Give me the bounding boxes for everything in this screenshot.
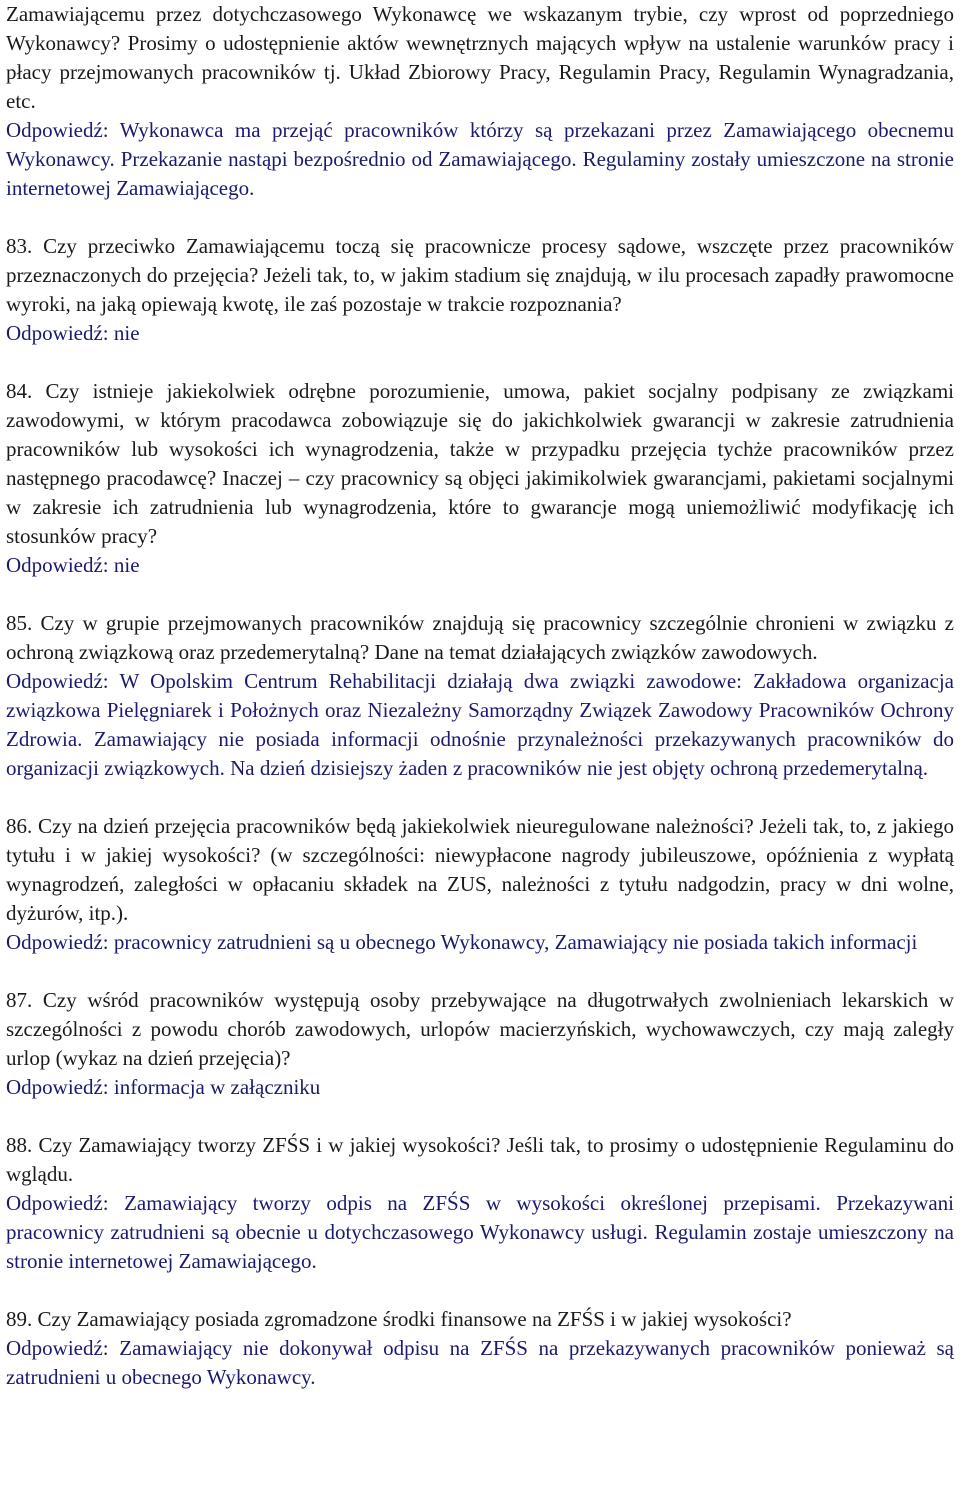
answer <box>6 319 954 348</box>
question-text <box>6 1131 954 1189</box>
question-body: Czy Zamawiający tworzy ZFŚS i w jakiej wysokości? Jeśli tak, to prosimy o udostępnienie Regulaminu do wglądu. <box>6 1133 955 1186</box>
question-text <box>6 812 954 928</box>
question-number: 83. <box>6 234 33 258</box>
answer-text: pracownicy zatrudnieni są u obecnego Wykonawcy, Zamawiający nie posiada takich informacji <box>113 930 918 954</box>
question-text <box>6 986 954 1073</box>
question-block-89 <box>6 1305 954 1392</box>
question-body: Czy przeciwko Zamawiającemu toczą się pracownicze procesy sądowe, wszczęte przez pracowników przeznaczonych do przejęcia? Jeżeli tak, to, w jakim stadium się znajdują, w ilu procesach zapadły prawomocne wyroki, na jaką opiewają kwotę, ile zaś pozostaje w trakcie rozpoznania? <box>6 234 954 316</box>
question-number: 85. <box>6 611 33 635</box>
question-number: 87. <box>6 988 33 1012</box>
question-body: Czy wśród pracowników występują osoby przebywające na długotrwałych zwolnieniach lekarskich w szczególności z powodu chorób zawodowych, urlopów macierzyńskich, wychowawczych, czy mają zaległy urlop (wykaz na dzień przejęcia)? <box>6 988 954 1070</box>
question-block-83 <box>6 232 954 348</box>
question-block-87 <box>6 986 954 1102</box>
answer-label: Odpowiedź: <box>6 553 109 577</box>
question-number: 86. <box>6 814 33 838</box>
answer-label: Odpowiedź: <box>6 669 109 693</box>
answer <box>6 1334 954 1392</box>
question-text <box>6 377 954 551</box>
answer-text: W Opolskim Centrum Rehabilitacji działają dwa związki zawodowe: Zakładowa organizacja związkowa Pielęgniarek i Położnych oraz Niezależny Samorządny Związek Zawodowy Pracowników Ochrony Zdrowia. Zamawiający nie posiada informacji odnośnie przynależności przekazywanych pracowników do organizacji związkowych. Na dzień dzisiejszy żaden z pracowników nie jest objęty ochroną przedemerytalną. <box>6 669 955 780</box>
question-number: 89. <box>6 1307 33 1331</box>
answer-label: Odpowiedź: <box>6 930 109 954</box>
answer-label: Odpowiedź: <box>6 1075 109 1099</box>
answer-text: Zamawiający tworzy odpis na ZFŚS w wysokości określonej przepisami. Przekazywani pracownicy zatrudnieni są obecnie u dotychczasowego Wykonawcy usługi. Regulamin zostaje umieszczony na stronie internetowej Zamawiającego. <box>6 1191 955 1273</box>
question-body: Czy istnieje jakiekolwiek odrębne porozumienie, umowa, pakiet socjalny podpisany ze związkami zawodowymi, w którym pracodawca zobowiązuje się do jakichkolwiek gwarancji w zakresie zatrudnienia pracowników lub wysokości ich wynagrodzenia, także w przypadku przejęcia tychże pracowników przez następnego pracodawcę? Inaczej – czy pracownicy są objęci jakimikolwiek gwarancjami, pakietami socjalnymi w zakresie ich zatrudnienia lub wynagrodzenia, które to gwarancje mogą uniemożliwić modyfikację ich stosunków pracy? <box>6 379 955 548</box>
question-body: Czy Zamawiający posiada zgromadzone środki finansowe na ZFŚS i w jakiej wysokości? <box>37 1307 792 1331</box>
answer <box>6 928 954 957</box>
question-body: Czy na dzień przejęcia pracowników będą jakiekolwiek nieuregulowane należności? Jeżeli tak, to, z jakiego tytułu i w jakiej wysokości? (w szczególności: niewypłacone nagrody jubileuszowe, opóźnienia z wypłatą wynagrodzeń, zaległości w opłacaniu składek na ZUS, należności z tytułu nadgodzin, pracy w dni wolne, dyżurów, itp.). <box>6 814 955 925</box>
answer-text: informacja w załączniku <box>113 1075 321 1099</box>
question-text <box>6 232 954 319</box>
answer-label: Odpowiedź: <box>6 1191 109 1215</box>
answer-label: Odpowiedź: <box>6 321 109 345</box>
answer-text: Zamawiający nie dokonywał odpisu na ZFŚS na przekazywanych pracowników ponieważ są zatrudnieni u obecnego Wykonawcy. <box>6 1336 955 1389</box>
answer-text: nie <box>113 321 140 345</box>
answer <box>6 1073 954 1102</box>
question-number: 84. <box>6 379 33 403</box>
question-body: Czy w grupie przejmowanych pracowników znajdują się pracownicy szczególnie chronieni w związku z ochroną związkową oraz przedemerytalną? Dane na temat działających związków zawodowych. <box>6 611 954 664</box>
question-block-88 <box>6 1131 954 1276</box>
answer-label: Odpowiedź: <box>6 1336 109 1360</box>
answer <box>6 1189 954 1276</box>
question-number: 88. <box>6 1133 33 1157</box>
answer-text: Wykonawca ma przejąć pracowników którzy są przekazani przez Zamawiającego obecnemu Wykonawcy. Przekazanie nastąpi bezpośrednio od Zamawiającego. Regulaminy zostały umieszczone na stronie internetowej Zamawiającego. <box>6 118 954 200</box>
answer <box>6 551 954 580</box>
intro-answer <box>6 116 954 203</box>
answer-text: nie <box>113 553 140 577</box>
intro-question: Zamawiającemu przez dotychczasowego Wykonawcę we wskazanym trybie, czy wprost od poprzedniego Wykonawcy? Prosimy o udostępnienie aktów wewnętrznych mających wpływ na ustalenie warunków pracy i płacy przejmowanych pracowników tj. Układ Zbiorowy Pracy, Regulamin Pracy, Regulamin Wynagradzania, etc. <box>6 2 954 113</box>
answer <box>6 667 954 783</box>
question-text <box>6 609 954 667</box>
question-block-86 <box>6 812 954 957</box>
question-block-84 <box>6 377 954 580</box>
answer-label: Odpowiedź: <box>6 118 109 142</box>
question-text <box>6 1305 954 1334</box>
question-block-85 <box>6 609 954 783</box>
